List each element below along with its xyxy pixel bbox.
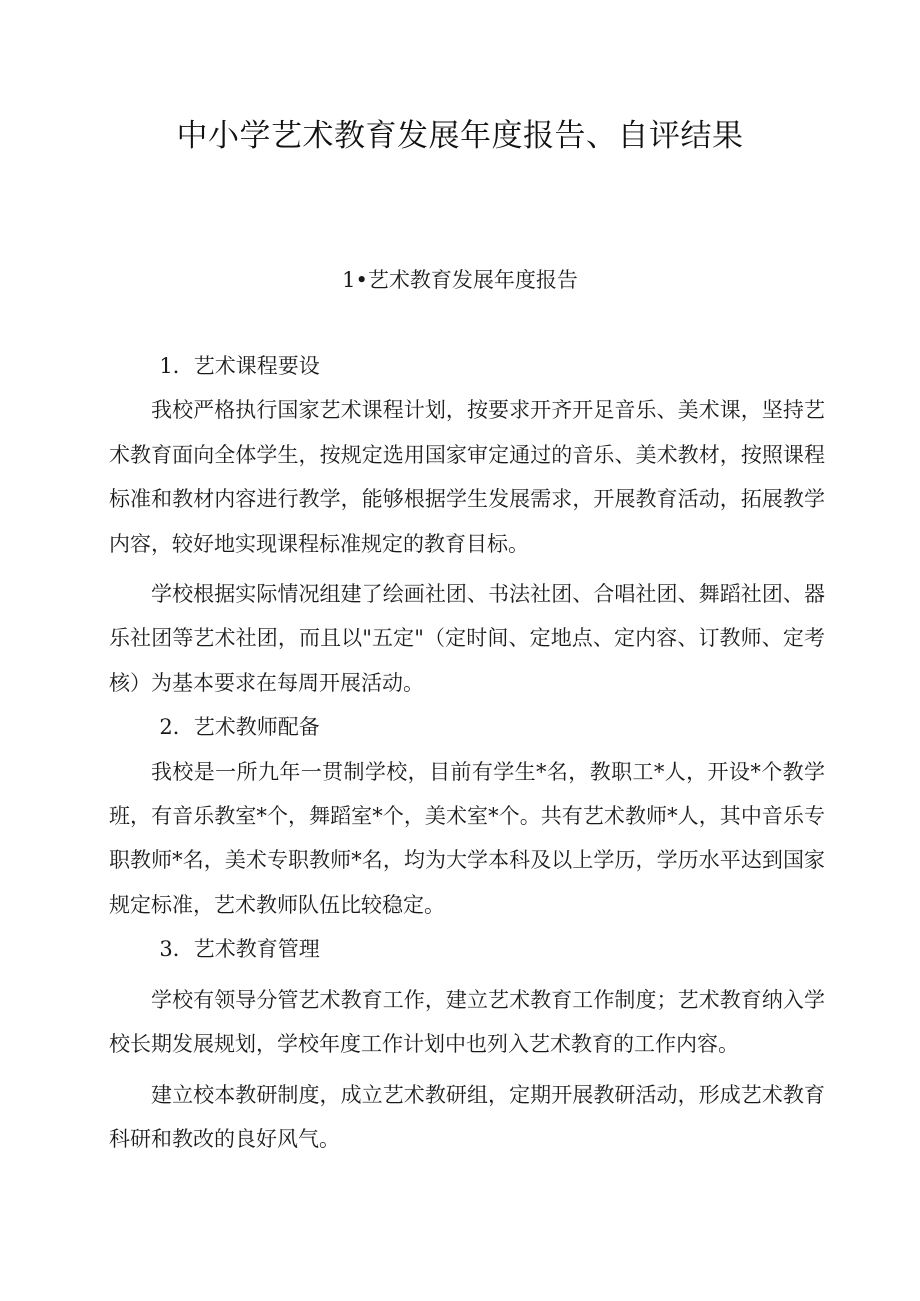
paragraph-curriculum-plan: 我校严格执行国家艺术课程计划，按要求开齐开足音乐、美术课，坚持艺术教育面向全体学生，按规定选用国家审定通过的音乐、美术教材，按照课程标准和教材内容进行教学，能够根据学生发展需求，开展教育活动，拓展教学内容，较好地实现课程标准规定的教育目标。 [109,398,825,556]
section-title: 1•艺术教育发展年度报告 [342,268,578,292]
paragraph-art-clubs: 学校根据实际情况组建了绘画社团、书法社团、合唱社团、舞蹈社团、器乐社团等艺术社团，而且以"五定"（定时间、定地点、定内容、订教师、定考核）为基本要求在每周开展活动。 [109,582,825,695]
paragraph-teacher-staffing: 我校是一所九年一贯制学校，目前有学生*名，教职工*人，开设*个教学班，有音乐教室*个，舞蹈室*个，美术室*个。共有艺术教师*人，其中音乐专职教师*名，美术专职教师*名，均为大学本科及以上学历，学历水平达到国家规定标准，艺术教师队伍比较稳定。 [109,759,825,917]
paragraph-teaching-research: 建立校本教研制度，成立艺术教研组，定期开展教研活动，形成艺术教育科研和教改的良好风气。 [109,1082,825,1151]
paragraph-management-system: 学校有领导分管艺术教育工作，建立艺术教育工作制度；艺术教育纳入学校长期发展规划，学校年度工作计划中也列入艺术教育的工作内容。 [109,987,825,1057]
document-body [109,344,825,1161]
subsection-heading-curriculum: 1．艺术课程要设 [159,354,320,378]
subsection-heading-teachers: 2．艺术教师配备 [159,715,320,740]
document-title: 中小学艺术教育发展年度报告、自评结果 [176,118,744,154]
subsection-heading-management: 3．艺术教育管理 [159,937,320,962]
